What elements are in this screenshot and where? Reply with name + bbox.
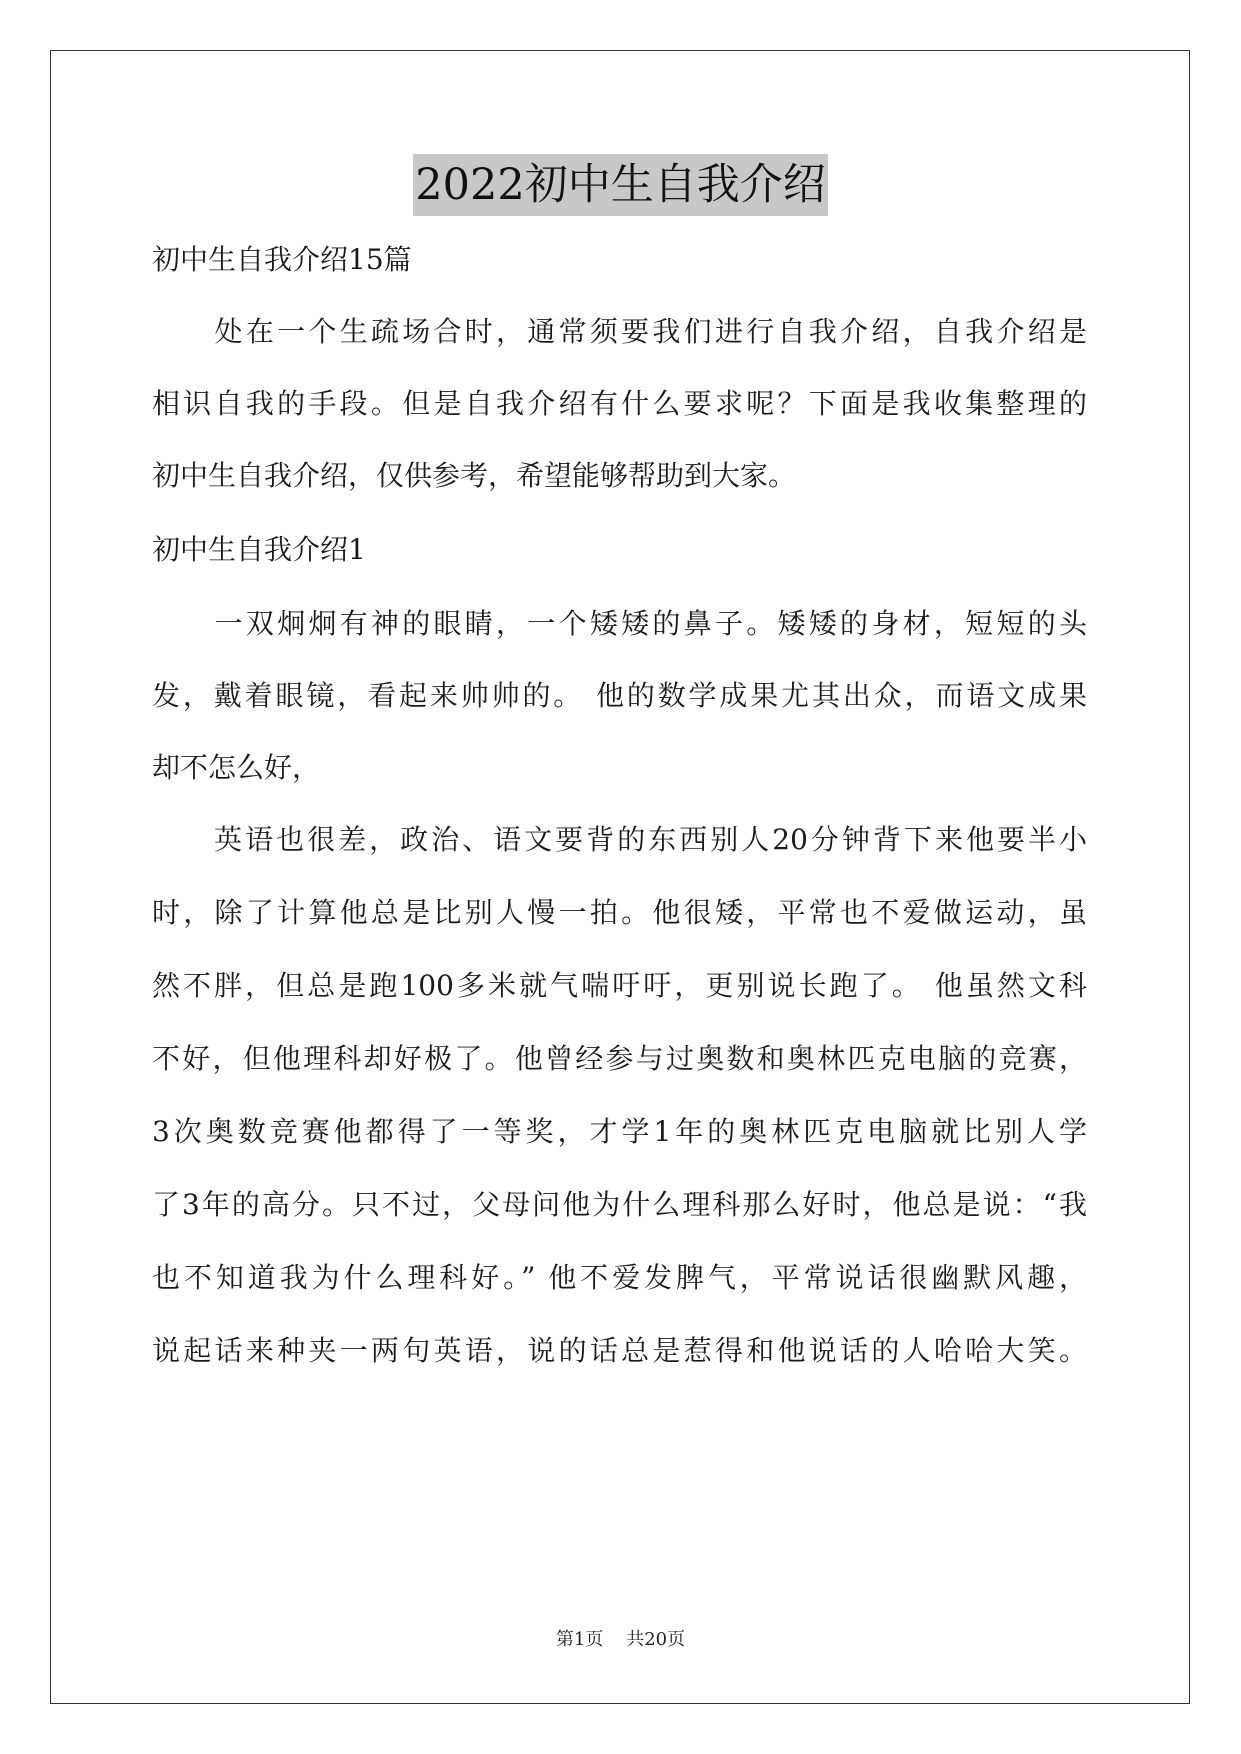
paragraph-line: 不好，但他理科却好极了。他曾经参与过奥数和奥林匹克电脑的竞赛， bbox=[152, 1042, 1087, 1075]
document-title: 2022初中生自我介绍 bbox=[413, 154, 827, 216]
paragraph-line: 时，除了计算他总是比别人慢一拍。他很矮，平常也不爱做运动，虽 bbox=[152, 896, 1087, 929]
paragraph-line: 也不知道我为什么理科好。” 他不爱发脾气，平常说话很幽默风趣， bbox=[152, 1261, 1087, 1294]
paragraph-line: 英语也很差，政治、语文要背的东西别人20分钟背下来他要半小 bbox=[152, 823, 1087, 856]
page-footer bbox=[0, 1628, 1241, 1652]
page-number: 第1页 bbox=[555, 1629, 604, 1650]
section-heading: 初中生自我介绍1 bbox=[152, 533, 366, 566]
paragraph-line: 说起话来种夹一两句英语，说的话总是惹得和他说话的人哈哈大笑。 bbox=[152, 1334, 1087, 1367]
paragraph-line: 一双炯炯有神的眼睛，一个矮矮的鼻子。矮矮的身材，短短的头 bbox=[152, 607, 1087, 640]
paragraph-line: 3次奥数竞赛他都得了一等奖，才学1年的奥林匹克电脑就比别人学 bbox=[152, 1115, 1087, 1148]
page-total: 共20页 bbox=[626, 1629, 686, 1650]
paragraph-line: 初中生自我介绍，仅供参考，希望能够帮助到大家。 bbox=[152, 459, 797, 492]
page-border bbox=[50, 50, 1190, 1704]
title-container bbox=[0, 154, 1241, 216]
paragraph-line: 却不怎么好， bbox=[152, 751, 321, 784]
paragraph-line: 发，戴着眼镜，看起来帅帅的。 他的数学成果尤其出众，而语文成果 bbox=[152, 679, 1087, 712]
paragraph-line: 处在一个生疏场合时，通常须要我们进行自我介绍，自我介绍是 bbox=[152, 315, 1087, 348]
paragraph-line: 相识自我的手段。但是自我介绍有什么要求呢？下面是我收集整理的 bbox=[152, 387, 1087, 420]
subtitle-line: 初中生自我介绍15篇 bbox=[152, 243, 412, 276]
paragraph-line: 然不胖，但总是跑100多米就气喘吁吁，更别说长跑了。 他虽然文科 bbox=[152, 969, 1087, 1002]
paragraph-line: 了3年的高分。只不过，父母问他为什么理科那么好时，他总是说：“我 bbox=[152, 1188, 1087, 1221]
